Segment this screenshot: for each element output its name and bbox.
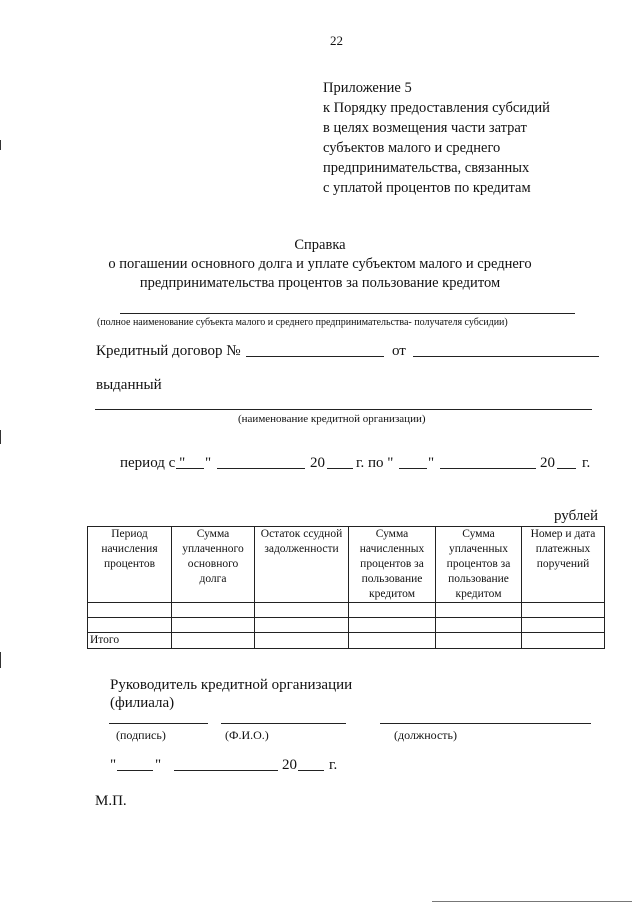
table-cell[interactable] xyxy=(255,633,349,649)
table-total-row xyxy=(88,633,605,649)
period-year-prefix: 20 xyxy=(310,455,325,471)
scan-edge-mark xyxy=(432,901,632,902)
period-end-day-line[interactable] xyxy=(399,468,427,469)
period-quote: " xyxy=(205,455,212,471)
total-label: Итого xyxy=(88,633,172,649)
table-cell[interactable] xyxy=(436,633,522,649)
table-cell[interactable] xyxy=(436,618,522,633)
period-quote: " xyxy=(428,455,435,471)
table-cell[interactable] xyxy=(436,603,522,618)
full-name-caption: (Ф.И.О.) xyxy=(225,728,269,742)
contract-from-label: от xyxy=(392,343,406,359)
table-cell[interactable] xyxy=(255,618,349,633)
full-name-line[interactable] xyxy=(221,723,346,724)
page-number: 22 xyxy=(330,33,343,48)
date-quote-open: " xyxy=(110,757,117,773)
scan-edge-mark xyxy=(0,652,1,668)
appendix-block xyxy=(323,78,550,198)
credit-org-caption: (наименование кредитной организации) xyxy=(238,413,426,425)
table-cell[interactable] xyxy=(522,618,605,633)
contract-date-line[interactable] xyxy=(413,356,599,357)
appendix-line: к Порядку предоставления субсидий xyxy=(323,100,550,116)
stamp-placeholder: М.П. xyxy=(95,793,127,809)
appendix-line: субъектов малого и среднего xyxy=(323,140,501,156)
table-cell[interactable] xyxy=(172,618,255,633)
date-month-line[interactable] xyxy=(174,770,278,771)
table-cell[interactable] xyxy=(349,603,436,618)
recipient-caption: (полное наименование субъекта малого и среднего предпринимательства- получателя субсидии) xyxy=(97,317,508,328)
contract-number-line[interactable] xyxy=(246,356,384,357)
table-cell[interactable] xyxy=(349,633,436,649)
table-cell[interactable] xyxy=(349,618,436,633)
table-header-row xyxy=(88,527,605,603)
credit-org-line[interactable] xyxy=(95,409,592,410)
table-row xyxy=(88,603,605,618)
repayment-table xyxy=(87,526,605,649)
table-cell[interactable] xyxy=(522,633,605,649)
table-cell[interactable] xyxy=(172,633,255,649)
column-header: Сумма начисленных процентов за пользование кредитом xyxy=(349,527,436,603)
table-cell[interactable] xyxy=(88,603,172,618)
period-start-day-line[interactable] xyxy=(176,468,204,469)
position-caption: (должность) xyxy=(394,728,457,742)
position-line[interactable] xyxy=(380,723,591,724)
date-year-line[interactable] xyxy=(298,770,324,771)
appendix-line: в целях возмещения части затрат xyxy=(323,120,527,136)
head-title-line1: Руководитель кредитной организации xyxy=(110,677,353,693)
appendix-line: с уплатой процентов по кредитам xyxy=(323,180,531,196)
table-row xyxy=(88,618,605,633)
period-end-month-line[interactable] xyxy=(440,468,536,469)
title-line: предпринимательства процентов за пользование кредитом xyxy=(139,275,501,291)
title-heading: Справка xyxy=(294,237,346,253)
period-start-year-line[interactable] xyxy=(327,468,353,469)
period-year-prefix: 20 xyxy=(540,455,555,471)
table-cell[interactable] xyxy=(172,603,255,618)
period-start-text: период с " xyxy=(120,455,186,471)
date-day-line[interactable] xyxy=(117,770,153,771)
table-cell[interactable] xyxy=(522,603,605,618)
date-year-prefix: 20 xyxy=(282,757,297,773)
period-start-month-line[interactable] xyxy=(217,468,305,469)
date-year-suffix: г. xyxy=(329,757,338,773)
appendix-line: Приложение 5 xyxy=(323,80,412,96)
period-end-year-line[interactable] xyxy=(557,468,576,469)
signature-caption: (подпись) xyxy=(116,728,166,742)
column-header: Остаток ссудной задолженности xyxy=(255,527,349,603)
period-end-text: г. xyxy=(582,455,591,471)
document-title xyxy=(0,236,640,293)
appendix-line: предпринимательства, связанных xyxy=(323,160,530,176)
contract-label: Кредитный договор № xyxy=(96,343,241,359)
scan-edge-mark xyxy=(0,430,1,444)
table-cell[interactable] xyxy=(255,603,349,618)
issued-label: выданный xyxy=(96,377,162,393)
scan-edge-mark xyxy=(0,140,1,150)
currency-label: рублей xyxy=(554,508,599,524)
signature-line[interactable] xyxy=(109,723,208,724)
recipient-name-line[interactable] xyxy=(120,313,575,314)
column-header: Сумма уплаченного основного долга xyxy=(172,527,255,603)
date-quote-close: " xyxy=(155,757,162,773)
column-header: Номер и дата платежных поручений xyxy=(522,527,605,603)
head-title-line2: (филиала) xyxy=(110,695,175,711)
period-mid-text: г. по " xyxy=(356,455,394,471)
title-line: о погашении основного долга и уплате субъектом малого и среднего xyxy=(108,256,532,272)
table-cell[interactable] xyxy=(88,618,172,633)
column-header: Сумма уплаченных процентов за пользование кредитом xyxy=(436,527,522,603)
column-header: Период начисления процентов xyxy=(88,527,172,603)
